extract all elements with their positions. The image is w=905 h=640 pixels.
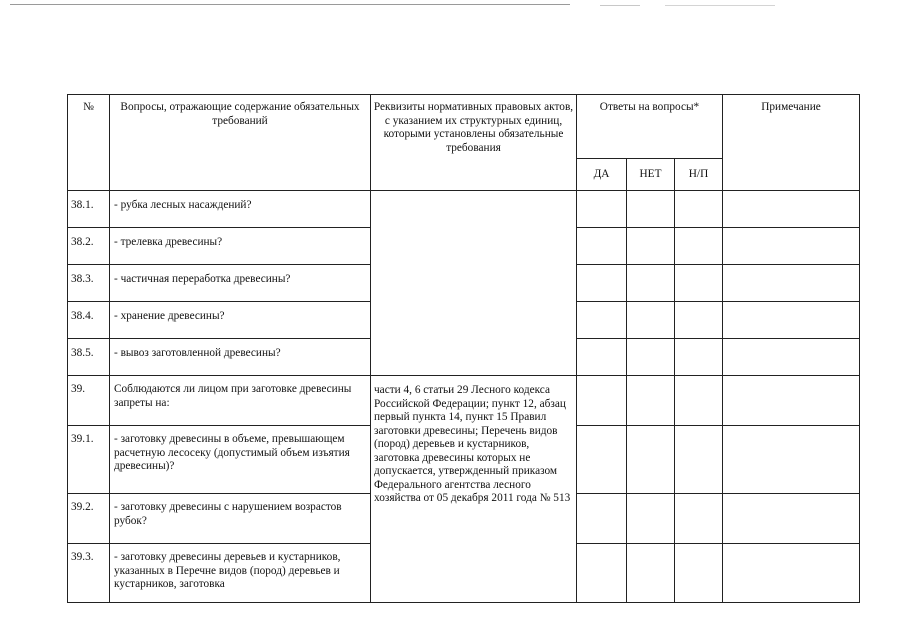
header-number: № (68, 95, 110, 191)
answer-na-cell[interactable] (675, 544, 723, 603)
row-question: Соблюдаются ли лицом при заготовке древесины запреты на: (110, 376, 371, 426)
note-cell[interactable] (723, 339, 860, 376)
note-cell[interactable] (723, 265, 860, 302)
note-cell[interactable] (723, 302, 860, 339)
answer-yes-cell[interactable] (577, 191, 627, 228)
row-question: - заготовку древесины деревьев и кустарников, указанных в Перечне видов (пород) деревьев и кустарников, заготовка (110, 544, 371, 603)
answer-no-cell[interactable] (627, 426, 675, 494)
table-row (68, 191, 860, 228)
answer-no-cell[interactable] (627, 228, 675, 265)
row-number: 38.3. (68, 265, 110, 302)
answer-yes-cell[interactable] (577, 265, 627, 302)
row-question: - заготовку древесины с нарушением возрастов рубок? (110, 494, 371, 544)
answer-na-cell[interactable] (675, 376, 723, 426)
header-answer-no: НЕТ (627, 159, 675, 191)
row-number: 38.4. (68, 302, 110, 339)
scan-artifact-line (665, 5, 775, 6)
answer-no-cell[interactable] (627, 376, 675, 426)
row-number: 39.3. (68, 544, 110, 603)
answer-na-cell[interactable] (675, 494, 723, 544)
scan-artifact-line (600, 5, 640, 6)
answer-yes-cell[interactable] (577, 339, 627, 376)
scan-artifact-line (10, 4, 570, 5)
row-number: 38.5. (68, 339, 110, 376)
row-number: 39.2. (68, 494, 110, 544)
note-cell[interactable] (723, 426, 860, 494)
note-cell[interactable] (723, 228, 860, 265)
answer-na-cell[interactable] (675, 302, 723, 339)
requirements-table (67, 94, 860, 603)
answer-no-cell[interactable] (627, 339, 675, 376)
answer-yes-cell[interactable] (577, 376, 627, 426)
answer-na-cell[interactable] (675, 228, 723, 265)
header-row (68, 95, 860, 159)
header-requisites: Реквизиты нормативных правовых актов, с указанием их структурных единиц, которыми установлены обязательные требования (371, 95, 577, 191)
row-question: - заготовку древесины в объеме, превышающем расчетную лесосеку (допустимый объем изъятия древесины)? (110, 426, 371, 494)
table-row (68, 376, 860, 426)
header-questions: Вопросы, отражающие содержание обязательных требований (110, 95, 371, 191)
row-number: 39. (68, 376, 110, 426)
answer-na-cell[interactable] (675, 191, 723, 228)
requisites-cell: части 4, 6 статьи 29 Лесного кодекса Российской Федерации; пункт 12, абзац первый пункта 14, пункт 15 Правил заготовки древесины; Перечень видов (пород) деревьев и кустарников, заготовка древесины которых не допускается, утвержденный приказом Федерального агентства лесного хозяйства от 05 декабря 2011 года № 513 (371, 376, 577, 603)
header-answer-na: Н/П (675, 159, 723, 191)
answer-yes-cell[interactable] (577, 544, 627, 603)
answer-yes-cell[interactable] (577, 302, 627, 339)
answer-yes-cell[interactable] (577, 228, 627, 265)
row-number: 39.1. (68, 426, 110, 494)
answer-na-cell[interactable] (675, 426, 723, 494)
header-answer-yes: ДА (577, 159, 627, 191)
row-question: - трелевка древесины? (110, 228, 371, 265)
answer-no-cell[interactable] (627, 302, 675, 339)
header-answers: Ответы на вопросы* (577, 95, 723, 159)
note-cell[interactable] (723, 544, 860, 603)
row-question: - вывоз заготовленной древесины? (110, 339, 371, 376)
note-cell[interactable] (723, 191, 860, 228)
note-cell[interactable] (723, 494, 860, 544)
answer-na-cell[interactable] (675, 265, 723, 302)
row-number: 38.1. (68, 191, 110, 228)
answer-yes-cell[interactable] (577, 426, 627, 494)
row-question: - хранение древесины? (110, 302, 371, 339)
answer-no-cell[interactable] (627, 544, 675, 603)
answer-no-cell[interactable] (627, 265, 675, 302)
answer-no-cell[interactable] (627, 191, 675, 228)
header-note: Примечание (723, 95, 860, 191)
row-number: 38.2. (68, 228, 110, 265)
answer-no-cell[interactable] (627, 494, 675, 544)
row-question: - рубка лесных насаждений? (110, 191, 371, 228)
note-cell[interactable] (723, 376, 860, 426)
requisites-cell-empty (371, 191, 577, 376)
answer-na-cell[interactable] (675, 339, 723, 376)
row-question: - частичная переработка древесины? (110, 265, 371, 302)
answer-yes-cell[interactable] (577, 494, 627, 544)
